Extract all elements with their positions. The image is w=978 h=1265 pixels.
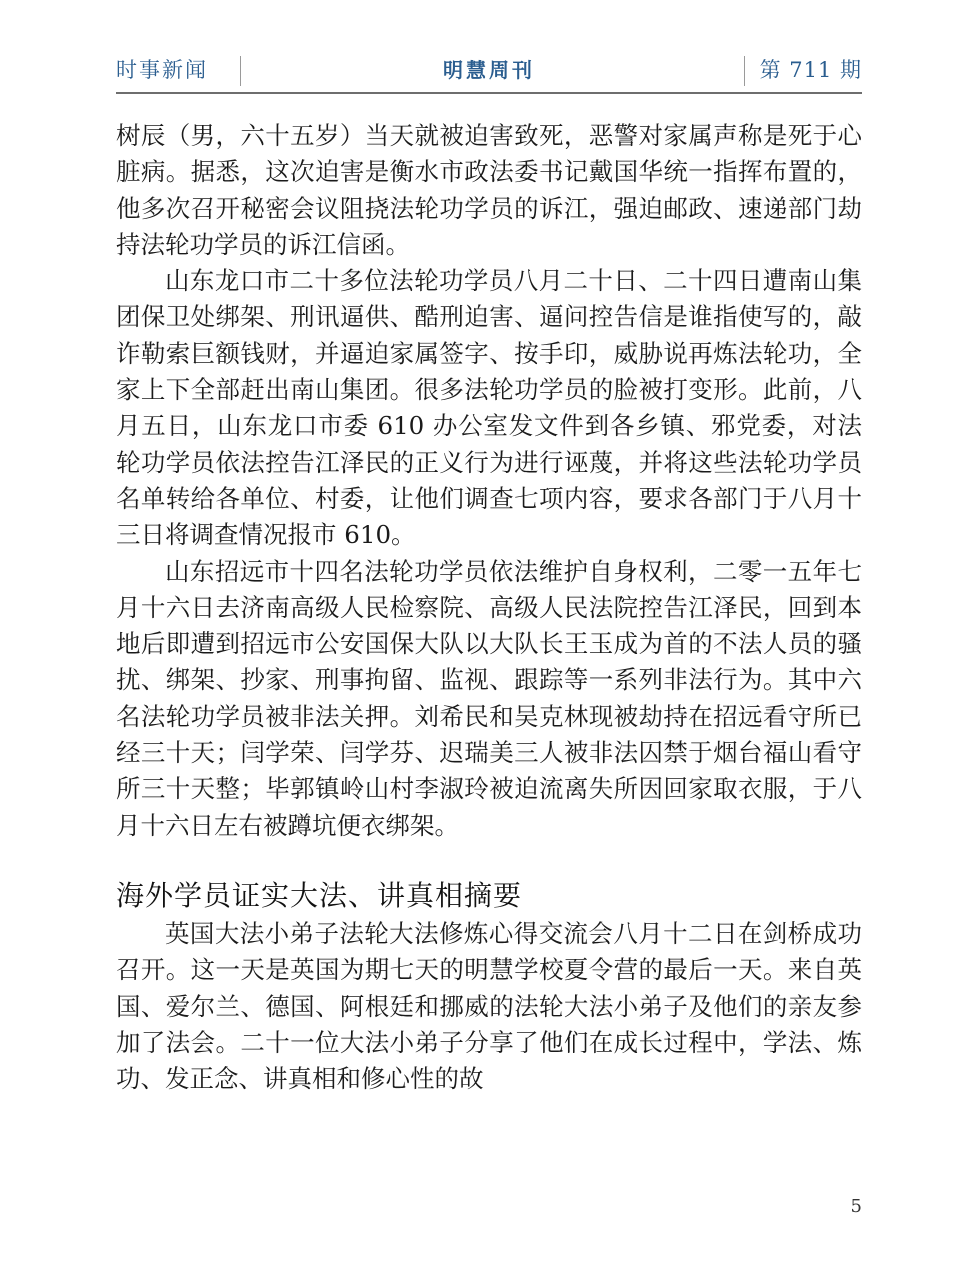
section-heading: 海外学员证实大法、讲真相摘要	[116, 878, 523, 912]
header-divider-right	[744, 56, 745, 86]
page-number: 5	[850, 1196, 862, 1217]
header-issue-number: 第 711 期	[759, 58, 862, 82]
paragraph-4: 英国大法小弟子法轮大法修炼心得交流会八月十二日在剑桥成功召开。这一天是英国为期七天的明慧学校夏令营的最后一天。来自英国、爱尔兰、德国、阿根廷和挪威的法轮大法小弟子及他们的亲友参加了法会。二十一位大法小弟子分享了他们在成长过程中，学法、炼功、发正念、讲真相和修心性的故	[116, 918, 862, 1094]
paragraph-3: 山东招远市十四名法轮功学员依法维护自身权利，二零一五年七月十六日去济南高级人民检察院、高级人民法院控告江泽民，回到本地后即遭到招远市公安国保大队以大队长王玉成为首的不法人员的骚扰、绑架、抄家、刑事拘留、监视、跟踪等一系列非法行为。其中六名法轮功学员被非法关押。刘希民和吴克林现被劫持在招远看守所已经三十天；闫学荣、闫学芬、迟瑞美三人被非法囚禁于烟台福山看守所三十天整；毕郭镇岭山村李淑玲被迫流离失所因回家取衣服，于八月十六日左右被蹲坑便衣绑架。	[116, 556, 862, 840]
header-section-label: 时事新闻	[116, 58, 208, 82]
page-header	[116, 50, 862, 94]
article-body	[116, 118, 862, 1097]
paragraph-1: 树辰（男，六十五岁）当天就被迫害致死，恶警对家属声称是死于心脏病。据悉，这次迫害是衡水市政法委书记戴国华统一指挥布置的，他多次召开秘密会议阻挠法轮功学员的诉江，强迫邮政、速递部门劫持法轮功学员的诉江信函。	[116, 121, 862, 259]
header-publication-title: 明慧周刊	[443, 58, 535, 82]
paragraph-2: 山东龙口市二十多位法轮功学员八月二十日、二十四日遭南山集团保卫处绑架、刑讯逼供、酷刑迫害、逼问控告信是谁指使写的，敲诈勒索巨额钱财，并逼迫家属签字、按手印，威胁说再炼法轮功，全家上下全部赶出南山集团。很多法轮功学员的脸被打变形。此前，八月五日，山东龙口市委 610 办公室发文件到各乡镇、邪党委，对法轮功学员依法控告江泽民的正义行为进行诬蔑，并将这些法轮功学员名单转给各单位、村委，让他们调查七项内容，要求各部门于八月十三日将调查情况报市 610。	[116, 266, 862, 550]
